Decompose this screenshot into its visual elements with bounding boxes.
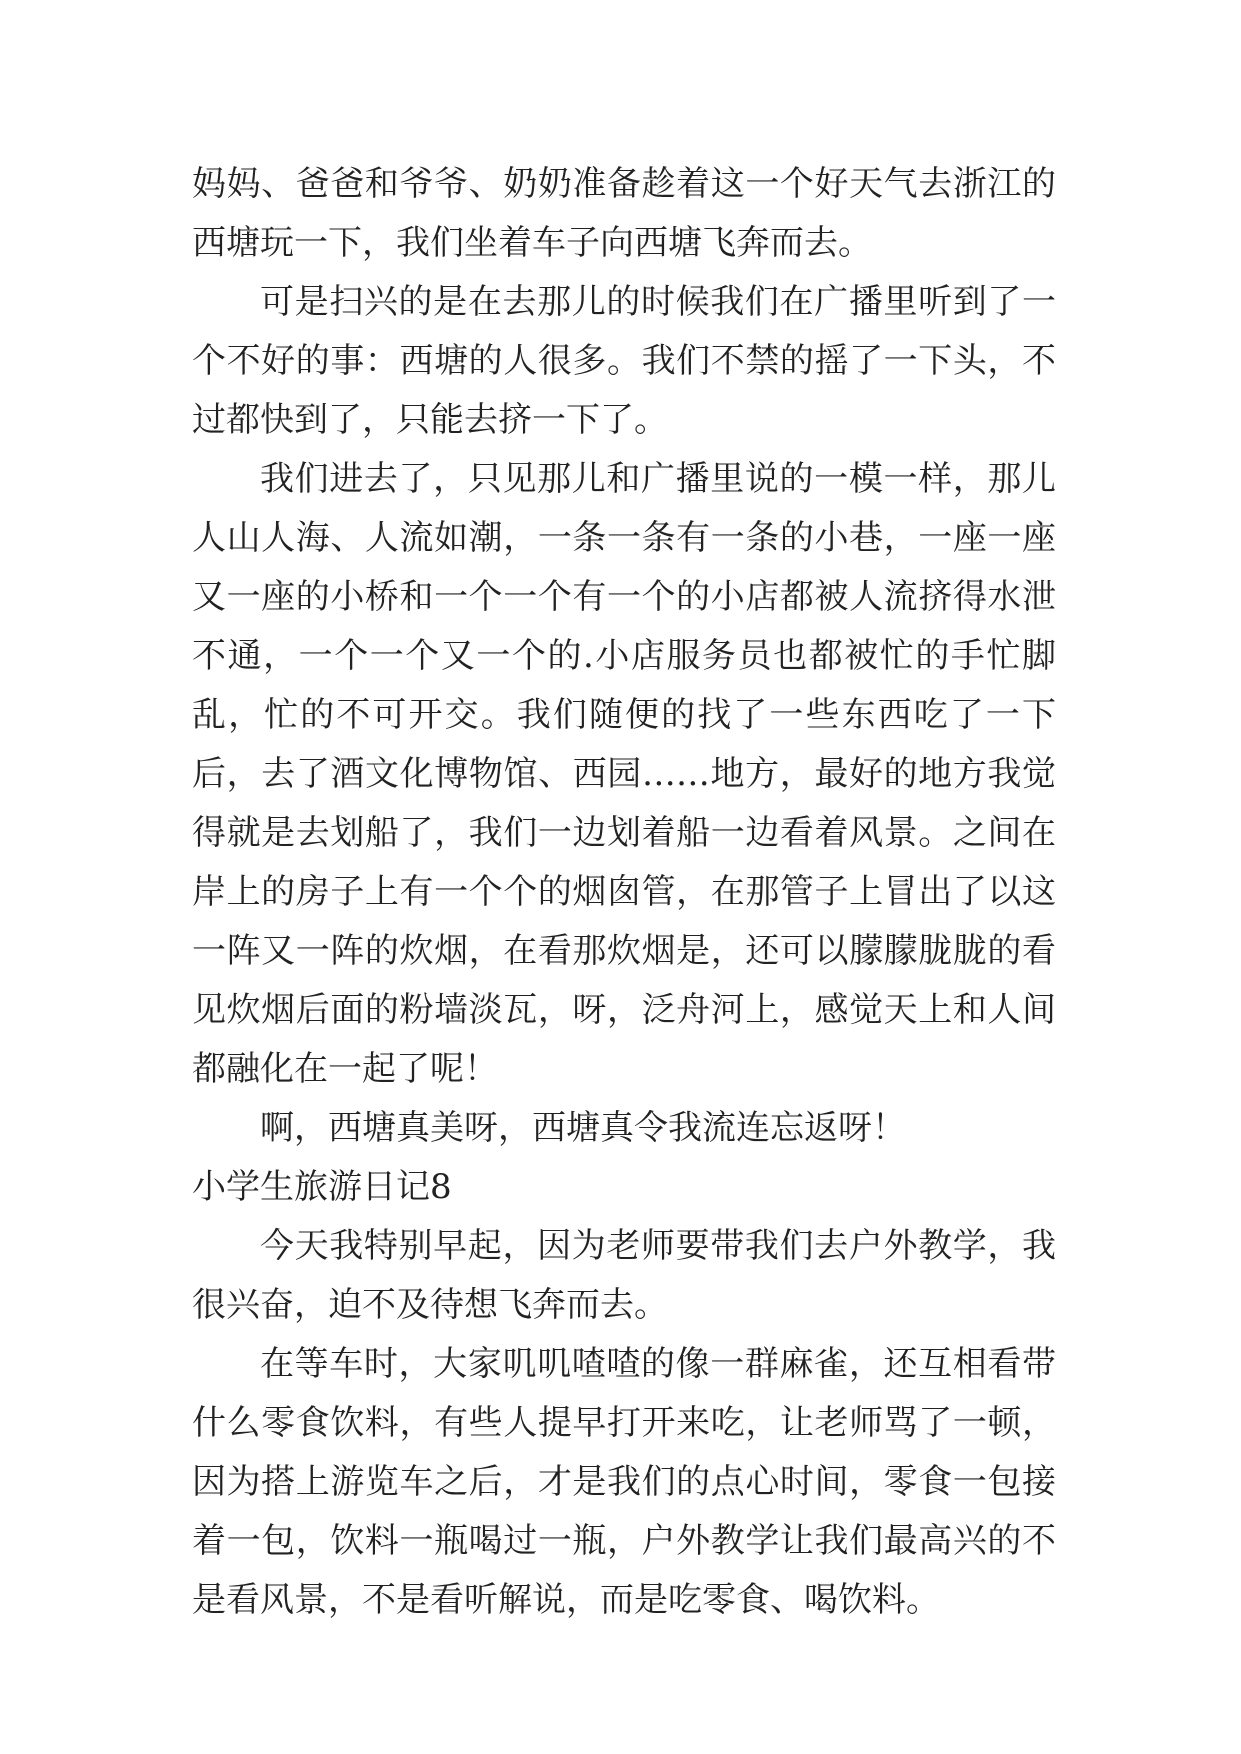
- paragraph-5: 今天我特别早起，因为老师要带我们去户外教学，我很兴奋，迫不及待想飞奔而去。: [192, 1226, 1056, 1325]
- paragraph-1: 妈妈、爸爸和爷爷、奶奶准备趁着这一个好天气去浙江的西塘玩一下，我们坐着车子向西塘飞奔而去。: [192, 164, 1056, 263]
- paragraph-3: 我们进去了，只见那儿和广播里说的一模一样，那儿人山人海、人流如潮，一条一条有一条的小巷，一座一座又一座的小桥和一个一个有一个的小店都被人流挤得水泄不通，一个一个又一个的.小店服务员也都被忙的手忙脚乱，忙的不可开交。我们随便的找了一些东西吃了一下后，去了酒文化博物馆、西园……地方，最好的地方我觉得就是去划船了，我们一边划着船一边看着风景。之间在岸上的房子上有一个个的烟囱管，在那管子上冒出了以这一阵又一阵的炊烟，在看那炊烟是，还可以朦朦胧胧的看见炊烟后面的粉墙淡瓦，呀，泛舟河上，感觉天上和人间都融化在一起了呢！: [192, 459, 1056, 1089]
- paragraph-4: 啊，西塘真美呀，西塘真令我流连忘返呀！: [260, 1108, 906, 1148]
- document-body: [192, 155, 1056, 1630]
- paragraph-2: 可是扫兴的是在去那儿的时候我们在广播里听到了一个不好的事：西塘的人很多。我们不禁的摇了一下头，不过都快到了，只能去挤一下了。: [192, 282, 1056, 440]
- paragraph-6: 在等车时，大家叽叽喳喳的像一群麻雀，还互相看带什么零食饮料，有些人提早打开来吃，让老师骂了一顿，因为搭上游览车之后，才是我们的点心时间，零食一包接着一包，饮料一瓶喝过一瓶，户外教学让我们最高兴的不是看风景，不是看听解说，而是吃零食、喝饮料。: [192, 1344, 1056, 1620]
- diary-heading: 小学生旅游日记8: [192, 1167, 452, 1207]
